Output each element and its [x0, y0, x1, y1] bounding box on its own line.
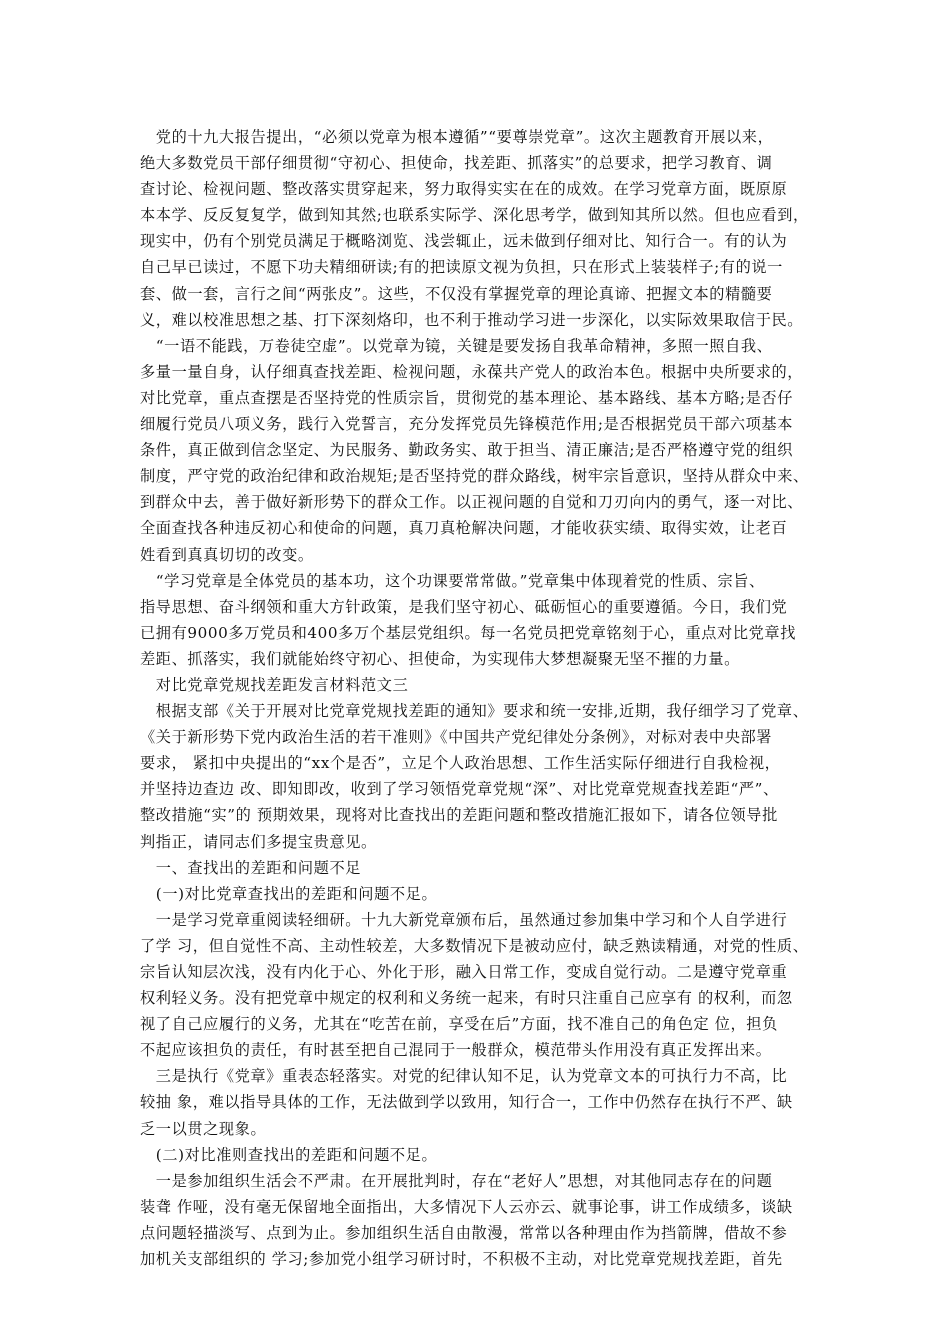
- paragraph-party-constitution-intro: 党的十九大报告提出，“必须以党章为根本遵循”“要尊崇党章”。这次主题教育开展以来， 绝大多数党员干部仔细贯彻“守初心、担使命，找差距、抓落实”的总要求，把学习教育、调 查讨论、检视问题、整改落实贯穿起来，努力取得实实在在的成效。在学习党章方面，既原原 本本学、反反复复学，做到知其然;也联系实际学、深化思考学，做到知其所以然。但也应看到， 现实中，仍有个别党员满足于概略浏览、浅尝辄止，远未做到仔细对比、知行合一。有的认为 自己早已读过，不愿下功夫精细研读;有的把读原文视为负担，只在形式上装装样子;有的说一 套、做一套，言行之间“两张皮”。这些，不仅没有掌握党章的理论真谛、把握文本的精髓要 义，难以校准思想之基、打下深刻烙印，也不利于推动学习进一步深化，以实际效果取信于民。: [140, 128, 809, 329]
- subheading-guidelines-gaps: (二)对比准则查找出的差距和问题不足。: [140, 1145, 438, 1164]
- paragraph-study-and-duty: 一是学习党章重阅读轻细研。十九大新党章颁布后，虽然通过参加集中学习和个人自学进行 了学 习，但自觉性不高、主动性较差，大多数情况下是被动应付，缺乏熟读精通，对党的性质、 宗旨认知层次浅，没有内化于心、外化于形，融入日常工作，变成自觉行动。二是遵守党章重 权利轻义务。没有把党章中规定的权利和义务统一起来，有时只注重自己应享有 的权利，而忽 视了自己应履行的义务，尤其在“吃苦在前，享受在后”方面，找不准自己的角色定 位，担负 不起应该担负的责任，有时甚至把自己混同于一般群众，模范带头作用没有真正发挥出来。: [140, 910, 809, 1060]
- subheading-party-constitution-gaps: (一)对比党章查找出的差距和问题不足。: [140, 884, 438, 903]
- paragraph-organizational-life: 一是参加组织生活会不严肃。在开展批判时，存在“老好人”思想，对其他同志存在的问题 装聋 作哑，没有毫无保留地全面指出，大多情况下人云亦云、就事论事，讲工作成绩多，谈缺 点问题轻描淡写、点到为止。参加组织生活自由散漫，常常以各种理由作为挡箭牌，借故不参 加机关支部组织的 学习;参加党小组学习研讨时，不积极不主动，对比党章党规找差距，首先: [140, 1171, 793, 1269]
- paragraph-self-revolution: “一语不能践，万卷徒空虚”。以党章为镜，关键是要发扬自我革命精神，多照一照自我、 多量一量自身，认仔细真查找差距、检视问题，永葆共产党人的政治本色。根据中央所要求的， 对比党章，重点查摆是否坚持党的性质宗旨，贯彻党的基本理论、基本路线、基本方略;是否仔 细履行党员八项义务，践行入党誓言，充分发挥党员先锋模范作用;是否根据党员干部六项基本 条件，真正做到信念坚定、为民服务、勤政务实、敢于担当、清正廉洁;是否严格遵守党的组织 制度，严守党的政治纪律和政治规矩;是否坚持党的群众路线，树牢宗旨意识，坚持从群众中来、 到群众中去，善于做好新形势下的群众工作。以正视问题的自觉和刀刃向内的勇气，逐一对比、 全面查找各种违反初心和使命的问题，真刀真枪解决问题，才能收获实绩、取得实效，让老百 姓看到真真切切的改变。: [140, 336, 809, 564]
- paragraph-basic-skill: “学习党章是全体党员的基本功，这个功课要常常做。”党章集中体现着党的性质、宗旨、 指导思想、奋斗纲领和重大方针政策，是我们坚守初心、砥砺恒心的重要遵循。今日，我们党 已拥有9000多万党员和400多万个基层党组织。每一名党员把党章铭刻于心，重点对比党章找 差距、抓落实，我们就能始终守初心、担使命，为实现伟大梦想凝聚无坚不摧的力量。: [140, 571, 796, 668]
- section-title-sample-three: 对比党章党规找差距发言材料范文三: [140, 675, 409, 694]
- paragraph-branch-notice: 根据支部《关于开展对比党章党规找差距的通知》要求和统一安排,近期，我仔细学习了党章、 《关于新形势下党内政治生活的若干准则》《中国共产党纪律处分条例》，对标对表中央部署 要求， 紧扣中央提出的“xx个是否”，立足个人政治思想、工作生活实际仔细进行自我检视， 并坚持边查边 改、即知即改，收到了学习领悟党章党规“深”、对比党章党规查找差距“严”、 整改措施“实”的 预期效果，现将对比查找出的差距问题和整改措施汇报如下，请各位领导批 判指正，请同志们多提宝贵意见。: [140, 702, 809, 851]
- paragraph-implementation: 三是执行《党章》重表态轻落实。对党的纪律认知不足，认为党章文本的可执行力不高，比 较抽 象，难以指导具体的工作，无法做到学以致用，知行合一，工作中仍然存在执行不严、缺 乏一以贯之现象。: [140, 1067, 793, 1138]
- heading-problems-found: 一、查找出的差距和问题不足: [140, 858, 362, 877]
